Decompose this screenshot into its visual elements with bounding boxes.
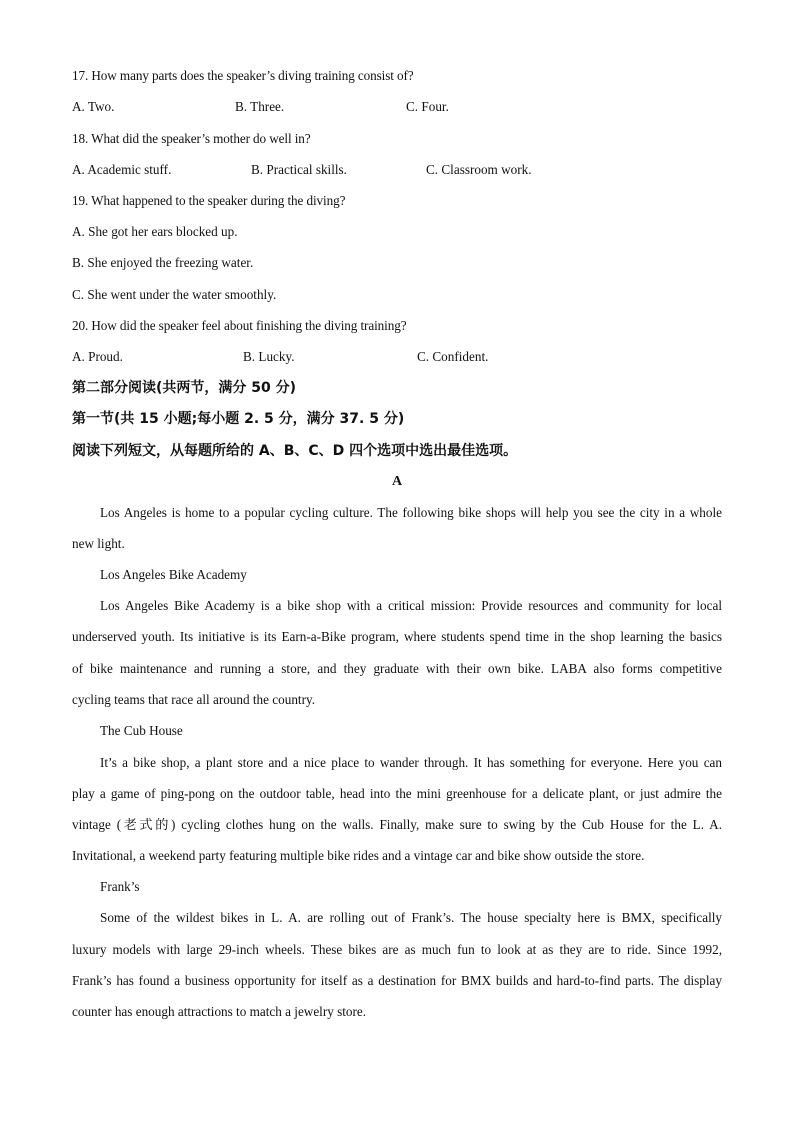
question-19-option-c: C. She went under the water smoothly.: [72, 287, 277, 302]
shop3-line: luxury models with large 29-inch wheels. These bikes are as much fun to look at as they are to ride. Since 1992,: [72, 942, 722, 957]
shop3-line: counter has enough attractions to match a jewelry store.: [72, 1004, 367, 1019]
question-20-option-a: A. Proud.: [72, 349, 123, 364]
question-17-stem: 17. How many parts does the speaker’s diving training consist of?: [72, 68, 414, 83]
shop2-line: Invitational, a weekend party featuring multiple bike rides and a vintage car and bike show outside the store.: [72, 848, 645, 863]
question-19-stem: 19. What happened to the speaker during the diving?: [72, 193, 346, 208]
shop-title: The Cub House: [100, 723, 183, 738]
shop2-line: vintage (老式的) cycling clothes hung on the walls. Finally, make sure to swing by the Cub House for the L. A.: [72, 817, 722, 832]
question-17-option-b: B. Three.: [235, 99, 285, 114]
shop2-line: It’s a bike shop, a plant store and a nice place to wander through. It has something for everyone. Here you can: [100, 755, 722, 770]
question-17-option-a: A. Two.: [72, 99, 115, 114]
shop1-line: of bike maintenance and running a store, and they graduate with their own bike. LABA also forms competitive: [72, 661, 722, 676]
question-18-option-b: B. Practical skills.: [251, 162, 347, 177]
shop1-line: cycling teams that race all around the country.: [72, 692, 316, 707]
shop1-line: Los Angeles Bike Academy is a bike shop with a critical mission: Provide resources and community for local: [100, 598, 722, 613]
question-19-option-a: A. She got her ears blocked up.: [72, 224, 238, 239]
passage-label: A: [391, 474, 403, 489]
shop-title: Frank’s: [100, 879, 140, 894]
question-18-stem: 18. What did the speaker’s mother do well in?: [72, 131, 311, 146]
question-17-option-c: C. Four.: [406, 99, 449, 114]
question-18-option-a: A. Academic stuff.: [72, 162, 172, 177]
question-18-option-c: C. Classroom work.: [426, 162, 532, 177]
intro-line: Los Angeles is home to a popular cycling culture. The following bike shops will help you see the city in a whole: [100, 505, 722, 520]
subsection-title: 第一节(共 15 小题;每小题 2. 5 分，满分 37. 5 分): [72, 411, 405, 427]
question-20-option-c: C. Confident.: [417, 349, 489, 364]
question-20-stem: 20. How did the speaker feel about finishing the diving training?: [72, 318, 407, 333]
shop1-line: underserved youth. Its initiative is its Earn-a-Bike program, where students spend time in the shop learning the basics: [72, 629, 722, 644]
shop3-line: Some of the wildest bikes in L. A. are rolling out of Frank’s. The house specialty here is BMX, specifically: [100, 910, 722, 925]
shop2-line: play a game of ping-pong on the outdoor table, head into the mini greenhouse for a delicate plant, or just admire the: [72, 786, 722, 801]
instruction: 阅读下列短文，从每题所给的 A、B、C、D 四个选项中选出最佳选项。: [72, 443, 518, 459]
question-19-option-b: B. She enjoyed the freezing water.: [72, 255, 254, 270]
shop3-line: Frank’s has found a business opportunity for itself as a destination for BMX builds and hard-to-find parts. The display: [72, 973, 722, 988]
shop-title: Los Angeles Bike Academy: [100, 567, 247, 582]
intro-line: new light.: [72, 536, 125, 551]
part-title: 第二部分阅读(共两节，满分 50 分): [72, 380, 297, 396]
question-20-option-b: B. Lucky.: [243, 349, 295, 364]
